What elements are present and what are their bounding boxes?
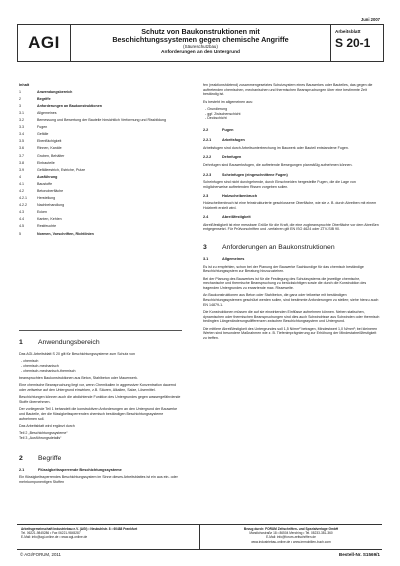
paragraph: Dehnfugen sind Bauwerksfugen, die auftretende Bewegungen planmäßig aufnehmen können. <box>203 162 353 167</box>
distributor-email: E-Mail: info@forum-zeitschriften.de <box>266 535 316 540</box>
paragraph: Abreißfestigkeit ist eine messbare Größe für die Kraft, die eine zugbeanspruchte Oberfläche vor dem Abreißen entgegensetzt. Für Prüfvorschriften und -verfahren gilt EN ISO 4624 oder ZTV-SIB 90. <box>203 222 379 232</box>
section-number: 2 <box>19 454 23 462</box>
toc-item-text: Gefälleestrich, Estriche, Putze <box>37 167 86 172</box>
subsubsection-title: Arbeitsfugen <box>222 137 245 142</box>
title-line-2: Beschichtungssystemen gegen chemische Angriffe <box>112 35 289 45</box>
paragraph: Der vorliegende Teil 1 behandelt die konstruktiven Anforderungen an den Untergrund der Bauwerke und Bauteile, der die flüssigkeitssperrenden chemisch beständigen Beschichtungssysteme aufnehmen soll. <box>19 407 178 421</box>
toc-item-text: Allgemeines <box>37 110 57 115</box>
left-column <box>19 83 182 487</box>
toc-item-text: Nachbehandlung <box>37 203 65 208</box>
sheet-number: S 20-1 <box>335 36 371 50</box>
toc-item-text: Restfeuchte <box>37 224 57 229</box>
paragraph: Arbeitsfugen sind durch Arbeitsunterbrechung im Bauwerk oder Bauteil entstandene Fugen. <box>203 145 349 150</box>
toc-item <box>19 118 182 123</box>
paragraph: An Baukonstruktionen aus Beton oder Stahlbeton, die ganz oder teilweise mit beständigen Beschichtungssystemen geschützt werden sollen, sind bestimmte Anforderungen zu stellen; siehe hierzu auch EN 14879-1. <box>203 293 379 307</box>
toc-item <box>19 168 182 173</box>
document-header <box>17 24 384 62</box>
toc-item-text: Einbauteile <box>37 160 55 165</box>
section-heading <box>203 244 380 252</box>
subsection-heading <box>203 257 380 262</box>
list-item: - Grundierung <box>203 107 380 112</box>
paragraph: fen (reaktionshärtend) zusammengesetztes Schutzsystem eines Bauwerkes oder Bauteiles, das gegen die auftretenden chemischen, mechanischen und thermischen Beanspruchungen über eine bestimmte Zeit beständig ist. <box>203 83 373 97</box>
toc-item-text: Gruben, Behälter <box>37 153 65 158</box>
subsection-title: Flüssigkeitssperrende Beschichtungssysteme <box>38 467 122 472</box>
toc-item-number: 4.1 <box>19 181 24 186</box>
list-item: - chemisch-mechanisch <box>19 364 182 369</box>
subsubsection-title: Scheinfugen (eingeschnittene Fugen) <box>222 172 288 177</box>
toc-item <box>19 125 182 130</box>
toc-item <box>19 139 182 144</box>
toc-item-text: Anwendungsbereich <box>37 89 73 94</box>
title-line-1: Schutz von Baukonstruktionen mit <box>141 27 260 36</box>
agi-logo: AGI <box>18 25 71 61</box>
reference-line: Teil 3 „Ausführungsdetails“ <box>19 436 62 440</box>
toc-item <box>19 217 182 222</box>
toc-item-number: 3.6 <box>19 146 24 151</box>
toc-item-number: 3.3 <box>19 125 24 130</box>
paragraph: Holzscheibenbruch ist eine feinstrukturierte geschlossene Oberfläche, wie sie z. B. durch Abreiben mit einem Holzbrett erzielt wird. <box>203 201 377 211</box>
toc-item-text: Bemessung und Bewertung der Bauteile hinsichtlich Verformung und Rissbildung <box>37 118 167 123</box>
toc-item-number: 2 <box>19 96 21 101</box>
section-number: 1 <box>19 339 23 346</box>
paragraph: Das AGI-Arbeitsblatt S 20 gilt für Beschichtungssysteme zum Schutz von <box>19 352 136 356</box>
toc-item-text: Kanten, Kehlen <box>37 217 62 222</box>
toc-item <box>19 232 182 237</box>
paragraph: Ein flüssigkeitssperrendes Beschichtungssystem im Sinne dieses Arbeitsblattes ist ein aus ein- oder mehrkomponentigen Stoffen <box>19 475 178 485</box>
toc-item <box>19 146 182 151</box>
paragraph: Eine chemische Beanspruchung liegt vor, wenn Chemikalien in aggressiver Konzentration dauernd oder zeitweise auf den Untergrund einwirken, z.B. Säuren, Alkalien, Salze, Lösemittel. <box>19 383 177 392</box>
paragraph: Scheinfugen sind nicht durchgehende, durch Einschneiden hergestellte Fugen, die die Lage von möglicherweise auftretenden Rissen vorgeben sollen. <box>203 180 356 190</box>
title-line-4: Anforderungen an den Untergrund <box>161 50 240 56</box>
toc-item-number: 5 <box>19 231 21 236</box>
toc-item-number: 4 <box>19 174 21 179</box>
subsection-number: 3.1 <box>203 256 209 261</box>
list-item: - chemisch-mechanisch-thermisch <box>19 369 182 374</box>
toc-item <box>19 203 182 208</box>
distributor-web: www.industriebau-online.de • www.immobilien-buch.com <box>251 539 331 544</box>
document-footer <box>17 524 382 550</box>
toc-item-number: 3.9 <box>19 167 24 172</box>
toc-item-number: 3.4 <box>19 132 24 137</box>
paragraph: Das Arbeitsblatt wird ergänzt durch <box>19 424 75 428</box>
subsubsection-heading <box>203 173 380 178</box>
toc-item-text: Normen, Vorschriften, Richtlinien <box>37 231 94 236</box>
table-of-contents <box>19 83 182 330</box>
toc-item-number: 4.2.2 <box>19 203 27 208</box>
list-item: - Deckschicht <box>203 116 380 121</box>
subsection-number: 2.2 <box>203 128 209 133</box>
divider <box>19 330 182 331</box>
subsubsection-title: Dehnfugen <box>222 155 242 160</box>
title-line-3: (Säureschutzbau) <box>183 44 218 50</box>
publisher-info <box>17 525 200 549</box>
toc-list <box>19 90 182 237</box>
section-title: Anforderungen an Baukonstruktionen <box>222 243 335 251</box>
toc-item <box>19 111 182 116</box>
section-heading <box>19 455 182 463</box>
toc-item-number: 3.2 <box>19 118 24 123</box>
paragraph: Bei der Planung des Bauwerkes ist für die Festlegung des Schutzsystems die jeweilige chemische, mechanische und thermische Beanspruchung zu berücksichtigen sowie die durch die Konstruktion des tragenden Untergrundes zu erwartende max. Risseweite. <box>203 276 367 291</box>
toc-item <box>19 161 182 166</box>
section-heading <box>19 339 182 347</box>
subsection-title: Abreißfestigkeit <box>222 214 251 219</box>
toc-item-text: Herstellung <box>37 196 56 201</box>
publisher-address: Arbeitsgemeinschaft Industriebau e.V. (AGI) • Neubuhlstr. 8 • 60488 Frankfurt <box>21 527 138 531</box>
subsubsection-heading <box>203 155 380 160</box>
toc-item <box>19 90 182 95</box>
toc-item-number: 4.3 <box>19 210 24 215</box>
subsection-title: Fugen <box>222 128 234 133</box>
paragraph: Es besteht im allgemeinen aus: <box>203 99 253 104</box>
toc-item-number: 4.4 <box>19 217 24 222</box>
subsection-heading <box>203 215 380 220</box>
toc-item <box>19 189 182 194</box>
list-item: - chemisch <box>19 359 182 364</box>
toc-item-number: 3.8 <box>19 160 24 165</box>
paragraph: Es ist zu empfehlen, schon bei der Planung der Bauwerke Sachkundige für das chemisch beständige Beschichtungssystem zur Beratung hinzuzuziehen. <box>203 264 364 274</box>
toc-item-number: 4.5 <box>19 224 24 229</box>
toc-item-text: Baustoffe <box>37 181 53 186</box>
toc-item-text: Ebenflächigkeit <box>37 139 62 144</box>
toc-item-text: Betonoberfläche <box>37 189 64 194</box>
toc-item <box>19 224 182 229</box>
toc-item <box>19 196 182 201</box>
paragraph: Beschichtungen können auch die abdichtende Funktion des Untergrundes gegen wassergefährdende Stoffe übernehmen. <box>19 395 181 404</box>
toc-item-number: 3 <box>19 103 21 108</box>
publisher-email: E-Mail: info@agi-online.de • www.agi-online.de <box>21 535 88 540</box>
toc-heading: Inhalt <box>19 83 30 87</box>
publisher-phone: Tel. 06221-9845286 • Fax 06221-9845287 <box>21 531 81 536</box>
toc-item <box>19 97 182 102</box>
sheet-number-block <box>331 25 383 61</box>
issue-date: Juni 2007 <box>360 17 380 22</box>
toc-item <box>19 154 182 159</box>
toc-item-text: Ecken <box>37 210 47 215</box>
distributor-name: Bezug durch: FORUM Zeitschriften- und Spezialverlage GmbH <box>243 527 339 531</box>
toc-item-text: Anforderungen an Baukonstruktionen <box>37 103 102 108</box>
toc-item-text: Rinnen, Kanäle <box>37 146 62 151</box>
section-number: 3 <box>203 243 207 251</box>
toc-item <box>19 132 182 137</box>
toc-item-text: Ausführung <box>37 174 58 179</box>
toc-item-number: 4.2 <box>19 189 24 194</box>
toc-item-number: 4.2.1 <box>19 196 27 201</box>
toc-item-text: Begriffe <box>37 96 51 101</box>
subsection-number: 2.1 <box>19 467 25 472</box>
toc-item <box>19 210 182 215</box>
toc-item-text: Fugen <box>37 125 48 130</box>
toc-item <box>19 104 182 109</box>
subsection-title: Allgemeines <box>222 256 245 261</box>
toc-item-number: 3.1 <box>19 110 24 115</box>
subsubsection-number: 2.2.1 <box>203 137 212 142</box>
subsection-number: 2.3 <box>203 193 209 198</box>
right-column <box>203 83 380 343</box>
document-title-block <box>71 25 331 61</box>
paragraph: Die Konstruktionen müssen die auf sie einwirkenden Einflüsse aufnehmen können. Neben statischen, dynamischen oder thermischen Beanspruchungen sind dies auch Schwindrisse aus Schwinden oder thermisch bedingten Längenänderungsdifferenzen zwischen Beschichtungssystem und Untergrund. <box>203 310 380 324</box>
subsection-heading <box>203 128 380 133</box>
toc-item-number: 1 <box>19 89 21 94</box>
distributor-info <box>200 525 382 549</box>
paragraph: beanspruchten Baukonstruktionen aus Beton, Stahlbeton oder Mauerwerk. <box>19 376 138 380</box>
subsection-heading <box>19 468 182 473</box>
paragraph: Die mittlere Abreißfestigkeit des Untergrundes soll 1,5 N/mm² betragen, Mindestwert 1,0 N/mm²; bei kleineren Werten sind besondere Maßnahmen wie z. B. Tiefenimprägnierung zur Erhöhung der Mindestabreißfestigkeit zu treffen. <box>203 326 378 341</box>
distributor-address: Mandichostraße 18 • 86504 Merching • Tel. 08233-381-360 <box>249 531 333 536</box>
subsubsection-heading <box>203 138 380 143</box>
subsubsection-number: 2.2.2 <box>203 155 212 160</box>
order-number: Bestell-Nr. S1569/1 <box>338 552 380 557</box>
section-title: Anwendungsbereich <box>38 339 100 346</box>
copyright: © AGI/FORUM, 2011 <box>20 552 61 557</box>
toc-item-number: 3.7 <box>19 153 24 158</box>
toc-item <box>19 182 182 187</box>
subsection-heading <box>203 194 380 199</box>
toc-item-number: 3.5 <box>19 139 24 144</box>
subsection-title: Holzscheibenbruch <box>222 193 258 198</box>
list-item: - ggf. Zwischenschicht <box>203 112 380 117</box>
sheet-label: Arbeitsblatt <box>335 29 361 34</box>
section-title: Begriffe <box>38 454 62 462</box>
reference-line: Teil 2 „Beschichtungssysteme“ <box>19 431 68 436</box>
toc-item <box>19 175 182 180</box>
subsection-number: 2.4 <box>203 214 209 219</box>
toc-item-text: Gefälle <box>37 132 49 137</box>
subsubsection-number: 2.2.3 <box>203 172 212 177</box>
